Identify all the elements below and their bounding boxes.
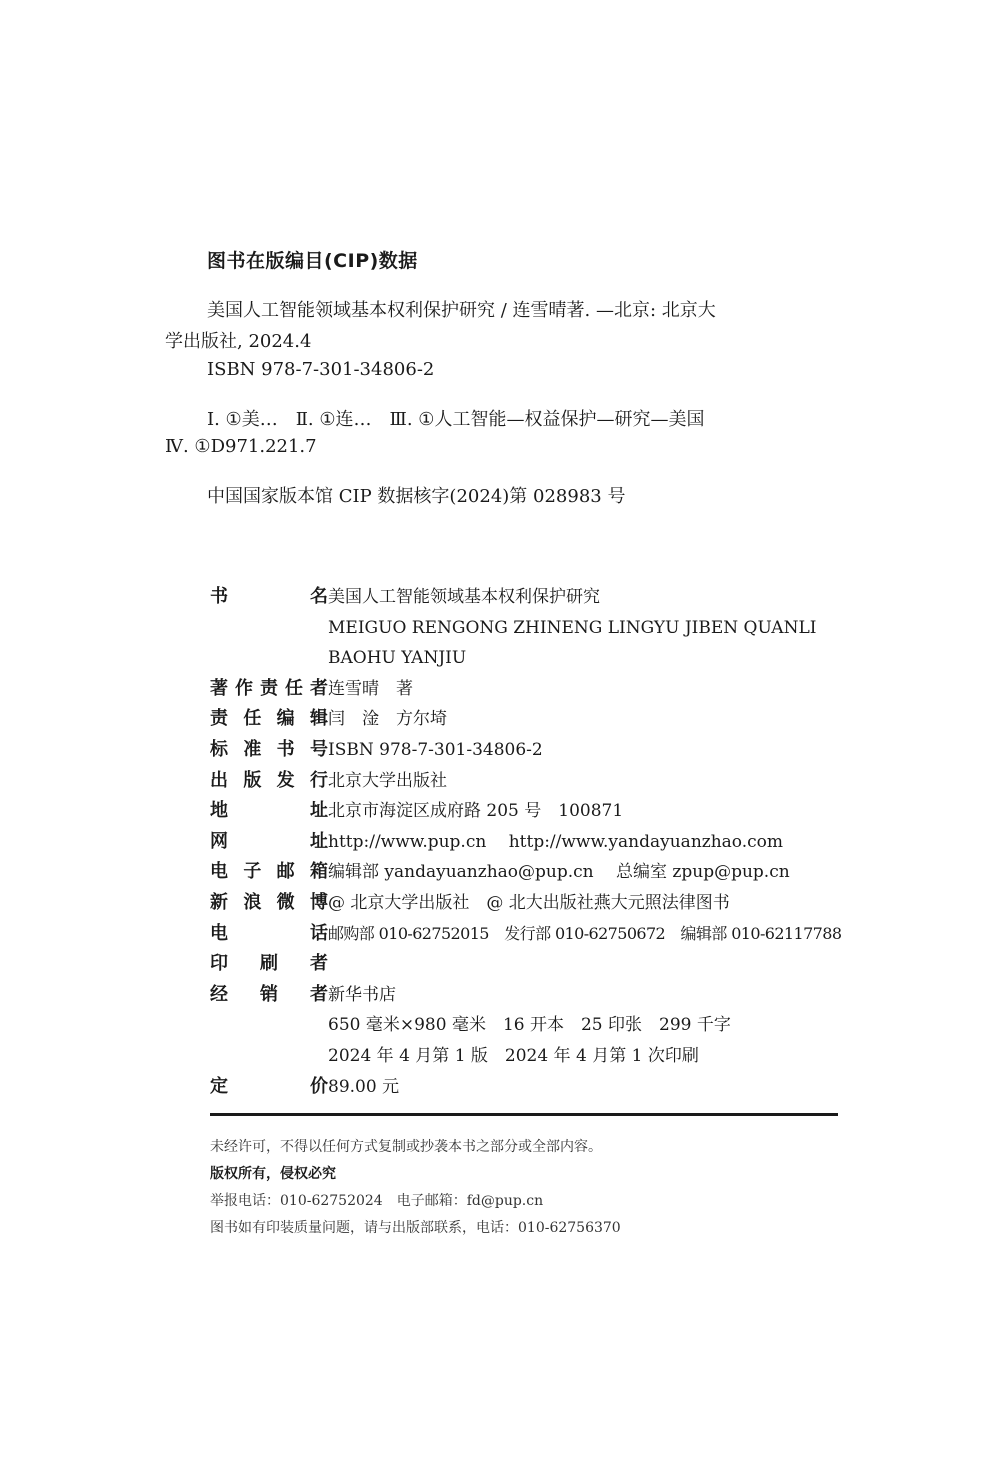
value-price: 89.00 元 <box>328 1076 400 1097</box>
info-row-weibo <box>210 888 840 919</box>
value-printer <box>328 949 840 980</box>
value-weibo: @ 北京大学出版社 @ 北大出版社燕大元照法律图书 <box>328 892 730 913</box>
value-title-cn: 美国人工智能领域基本权利保护研究 <box>328 587 600 607</box>
cip-line-2: 学出版社, 2024.4 <box>165 331 312 352</box>
info-row-website <box>210 827 840 858</box>
label-email: 电 子 邮 箱 <box>210 861 328 883</box>
info-row-publisher <box>210 766 840 797</box>
value-author: 连雪晴 著 <box>328 678 413 699</box>
info-row-phone <box>210 919 840 950</box>
label-distributor: 经 销 者 <box>210 983 328 1005</box>
info-row-editor <box>210 704 840 735</box>
cip-title: 图书在版编目(CIP)数据 <box>207 250 418 272</box>
value-format: 650 毫米×980 毫米 16 开本 25 印张 299 千字 <box>328 1015 731 1036</box>
value-editor: 闫 淦 方尔埼 <box>328 709 447 730</box>
label-isbn: 标 准 书 号 <box>210 738 328 760</box>
value-edition: 2024 年 4 月第 1 版 2024 年 4 月第 1 次印刷 <box>328 1045 699 1066</box>
value-address: 北京市海淀区成府路 205 号 100871 <box>328 801 624 822</box>
info-row-author <box>210 674 840 705</box>
value-isbn: ISBN 978-7-301-34806-2 <box>328 739 543 760</box>
cip-line-4: Ⅰ. ①美… Ⅱ. ①连… Ⅲ. ①人工智能—权益保护—研究—美国 <box>207 409 705 430</box>
cip-line-1: 美国人工智能领域基本权利保护研究 / 连雪晴著. —北京: 北京大 <box>207 300 716 321</box>
cip-line-6: 中国国家版本馆 CIP 数据核字(2024)第 028983 号 <box>207 486 626 507</box>
info-row-price <box>210 1072 840 1103</box>
value-title-pinyin-1: MEIGUO RENGONG ZHINENG LINGYU JIBEN QUANLI <box>328 617 817 638</box>
cip-line-5: Ⅳ. ①D971.221.7 <box>165 436 317 457</box>
info-row-title <box>210 582 840 674</box>
info-row-distributor <box>210 980 840 1072</box>
label-editor: 责 任 编 辑 <box>210 708 328 730</box>
label-printer: 印 刷 者 <box>210 953 328 975</box>
publication-info <box>210 582 840 1102</box>
value-title-pinyin-2: BAOHU YANJIU <box>328 648 467 669</box>
footer-rights: 版权所有，侵权必究 <box>210 1166 336 1182</box>
label-address: 地 址 <box>210 800 328 822</box>
label-phone: 电 话 <box>210 922 328 944</box>
value-email: 编辑部 yandayuanzhao@pup.cn 总编室 zpup@pup.cn <box>328 862 790 883</box>
value-distributor: 新华书店 <box>328 984 396 1005</box>
label-website: 网 址 <box>210 830 328 852</box>
label-publisher: 出 版 发 行 <box>210 769 328 791</box>
copyright-footer <box>210 1134 850 1242</box>
info-row-printer <box>210 949 840 980</box>
label-weibo: 新 浪 微 博 <box>210 891 328 913</box>
info-row-isbn <box>210 735 840 766</box>
footer-notice: 未经许可，不得以任何方式复制或抄袭本书之部分或全部内容。 <box>210 1139 602 1155</box>
footer-report: 举报电话：010-62752024 电子邮箱：fd@pup.cn <box>210 1193 544 1209</box>
value-publisher: 北京大学出版社 <box>328 770 447 791</box>
label-author: 著 作 责 任 者 <box>210 677 328 699</box>
info-row-address <box>210 796 840 827</box>
value-phone: 邮购部 010-62752015 发行部 010-62750672 编辑部 010-62117788 <box>328 923 842 943</box>
label-title: 书 名 <box>210 586 328 607</box>
cip-line-3: ISBN 978-7-301-34806-2 <box>207 359 435 380</box>
label-price: 定 价 <box>210 1075 328 1097</box>
info-row-email <box>210 857 840 888</box>
footer-quality: 图书如有印装质量问题，请与出版部联系，电话：010-62756370 <box>210 1220 621 1236</box>
divider-rule <box>210 1113 838 1116</box>
value-website: http://www.pup.cn http://www.yandayuanzhao.com <box>328 831 784 852</box>
